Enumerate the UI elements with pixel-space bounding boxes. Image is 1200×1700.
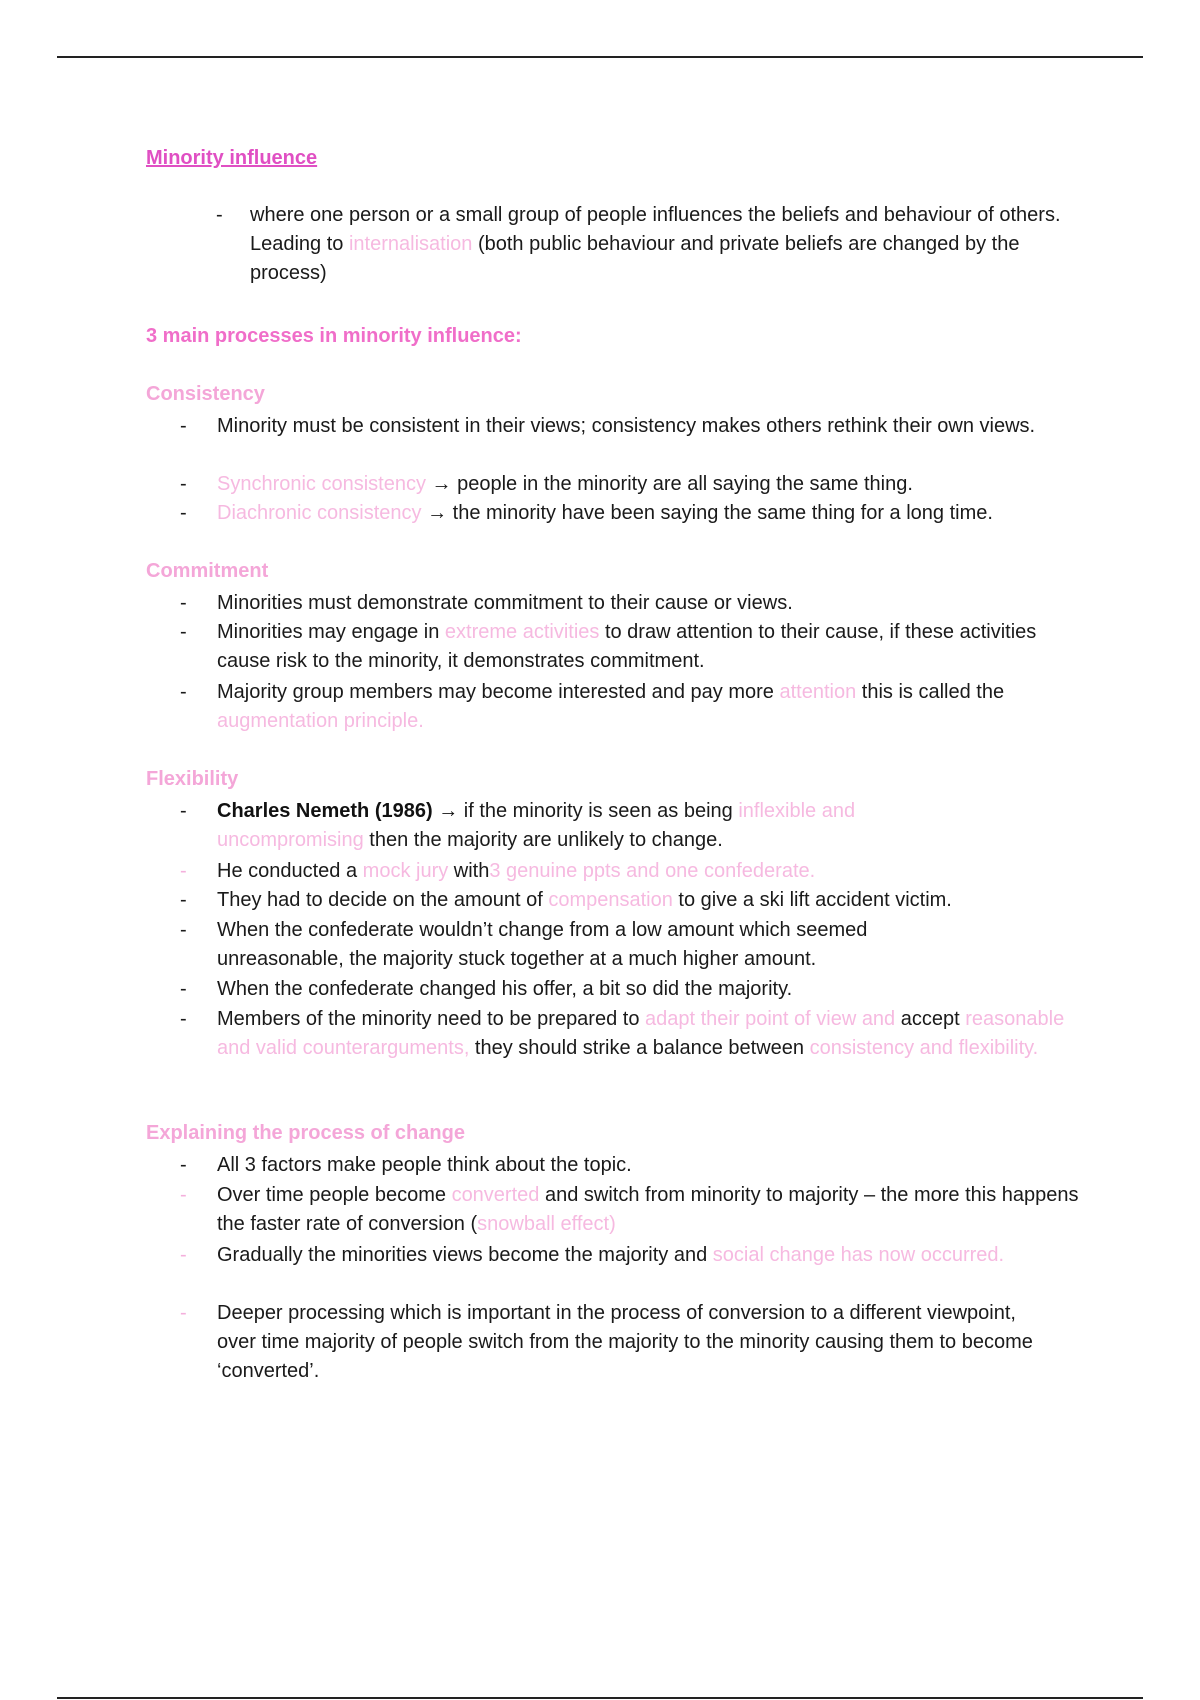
- list-item: Minorities must demonstrate commitment to their cause or views.: [217, 592, 793, 614]
- bullet-dash: -: [180, 1008, 187, 1030]
- list-item: Minority must be consistent in their views; consistency makes others rethink their own views.: [217, 415, 1036, 437]
- section-heading-flexibility: Flexibility: [146, 768, 239, 790]
- section-heading-consistency: Consistency: [146, 383, 265, 405]
- bullet-dash: -: [180, 1302, 187, 1324]
- bullet-dash: -: [180, 473, 187, 495]
- definition-text: where one person or a small group of people influences the beliefs and behaviour of others. Leading to internalisation (both public behaviour and private beliefs are changed by the process): [250, 204, 1061, 284]
- section-heading-commitment: Commitment: [146, 560, 269, 582]
- list-item: He conducted a mock jury with3 genuine ppts and one confederate.: [217, 860, 816, 882]
- section-heading-change: Explaining the process of change: [146, 1122, 465, 1144]
- list-item: Synchronic consistency → people in the minority are all saying the same thing.: [217, 473, 913, 495]
- bullet-dash: -: [180, 592, 187, 614]
- bullet-dash: -: [180, 800, 187, 822]
- bullet-dash: -: [180, 1154, 187, 1176]
- bullet-dash: -: [180, 502, 187, 524]
- list-item: Charles Nemeth (1986) → if the minority is seen as being inflexible and uncompromising then the majority are unlikely to change.: [217, 800, 856, 851]
- bullet-dash: -: [180, 415, 187, 437]
- list-item: Over time people become converted and switch from minority to majority – the more this happens the faster rate of conversion (snowball effect): [217, 1184, 1079, 1235]
- list-item: When the confederate wouldn’t change from a low amount which seemed unreasonable, the majority stuck together at a much higher amount.: [217, 919, 868, 970]
- list-item: They had to decide on the amount of compensation to give a ski lift accident victim.: [217, 889, 952, 911]
- bullet-dash: -: [180, 681, 187, 703]
- list-item: Minorities may engage in extreme activities to draw attention to their cause, if these activities cause risk to the minority, it demonstrates commitment.: [217, 621, 1037, 672]
- list-item: Gradually the minorities views become the majority and social change has now occurred.: [217, 1244, 1005, 1266]
- keyword-internalisation: internalisation: [348, 233, 473, 255]
- top-rule: [57, 56, 1143, 58]
- doc-title: Minority influence: [146, 147, 318, 169]
- list-item: Majority group members may become interested and pay more attention this is called the augmentation principle.: [217, 681, 1005, 732]
- bullet-dash: -: [180, 1244, 187, 1266]
- bullet-dash: -: [180, 1184, 187, 1206]
- bullet-dash: -: [180, 919, 187, 941]
- list-item: Members of the minority need to be prepared to adapt their point of view and accept reasonable and valid counterarguments, they should strike a balance between consistency and flexibility.: [217, 1008, 1065, 1059]
- processes-heading: 3 main processes in minority influence:: [146, 325, 522, 347]
- list-item: Diachronic consistency → the minority have been saying the same thing for a long time.: [217, 502, 993, 524]
- list-item: All 3 factors make people think about the topic.: [217, 1154, 632, 1176]
- bullet-dash: -: [180, 860, 187, 882]
- bullet-dash: -: [180, 621, 187, 643]
- bullet-dash: -: [180, 889, 187, 911]
- bottom-rule: [57, 1697, 1143, 1699]
- list-item: When the confederate changed his offer, a bit so did the majority.: [217, 978, 793, 1000]
- bullet-dash: -: [216, 204, 223, 226]
- list-item: Deeper processing which is important in the process of conversion to a different viewpoint, over time majority of people switch from the majority to the minority causing them to become ‘converted’.: [217, 1302, 1033, 1382]
- bullet-dash: -: [180, 978, 187, 1000]
